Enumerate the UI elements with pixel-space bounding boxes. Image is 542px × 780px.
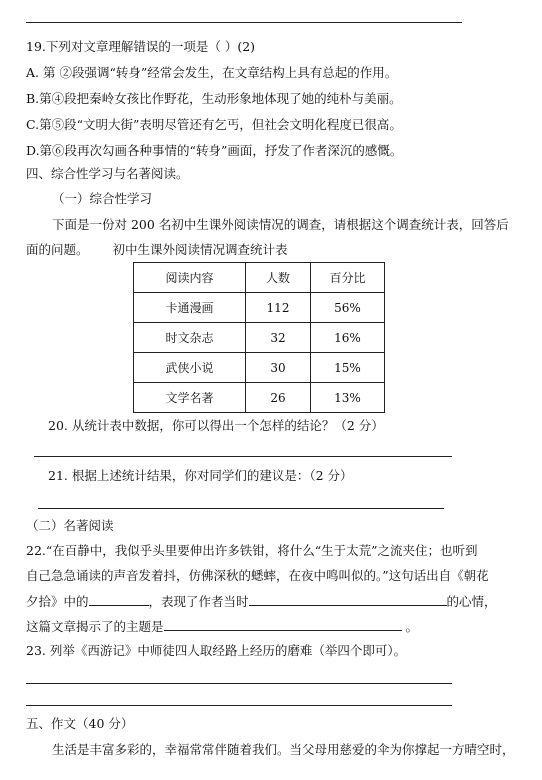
q23-answer-line-1[interactable] bbox=[26, 683, 452, 684]
q23-answer-line-2[interactable] bbox=[26, 705, 452, 706]
survey-table bbox=[133, 262, 385, 413]
q20-text: 20. 从统计表中数据，你可以得出一个怎样的结论？（2 分） bbox=[48, 418, 384, 433]
table-cell: 文学名著 bbox=[134, 383, 246, 413]
q19-option-a: A. 第 ②段强调“转身”经常会发生，在文章结构上具有总起的作用。 bbox=[26, 65, 398, 80]
table-header-row bbox=[134, 263, 385, 293]
q21-text: 21. 根据上述统计结果，你对同学们的建议是：（2 分） bbox=[48, 468, 353, 483]
intro-line-1: 下面是一份对 200 名初中生课外阅读情况的调查，请根据这个调查统计表，回答后 bbox=[52, 217, 509, 232]
q23-text: 23. 列举《西游记》中师徒四人取经路上经历的磨难（举四个即可）。 bbox=[26, 643, 407, 658]
table-header-cell: 人数 bbox=[246, 263, 311, 293]
q19-option-c: C.第⑤段“文明大街”表明尽管还有乞丐，但社会文明化程度已很高。 bbox=[26, 117, 402, 132]
part2-heading: （二）名著阅读 bbox=[26, 518, 114, 533]
q22-line-3-end: 的心情， bbox=[446, 594, 497, 609]
table-row bbox=[134, 323, 385, 353]
table-cell: 32 bbox=[246, 323, 311, 353]
q22-line-4 bbox=[26, 618, 418, 635]
table-cell: 56% bbox=[311, 293, 385, 323]
q20-answer-line[interactable] bbox=[34, 456, 452, 457]
table-cell: 16% bbox=[311, 323, 385, 353]
table-row bbox=[134, 383, 385, 413]
q19-option-d: D.第⑥段再次勾画各种事情的“转身”画面，抒发了作者深沉的感慨。 bbox=[26, 143, 403, 158]
table-cell: 112 bbox=[246, 293, 311, 323]
table-row bbox=[134, 353, 385, 383]
q21-answer-line[interactable] bbox=[38, 508, 444, 509]
table-cell: 卡通漫画 bbox=[134, 293, 246, 323]
part1-heading: （一）综合性学习 bbox=[52, 191, 153, 206]
q22-line-3-middle: ，表现了作者当时 bbox=[148, 594, 249, 609]
q22-line-4-start: 这篇文章揭示了的主题是 bbox=[26, 619, 164, 634]
section5-line-1: 生活是丰富多彩的，幸福常常伴随着我们。当父母用慈爱的伞为你撑起一方晴空时， bbox=[52, 742, 515, 757]
table-cell: 15% bbox=[311, 353, 385, 383]
q22-line-2: 自己急急诵读的声音发着抖，仿佛深秋的蟋蟀，在夜中鸣叫似的。”这句话出自《朝花 bbox=[26, 568, 489, 583]
q22-blank-1[interactable] bbox=[89, 593, 149, 606]
section4-heading: 四、综合性学习与名著阅读。 bbox=[26, 166, 189, 181]
q22-blank-3[interactable] bbox=[164, 618, 402, 631]
table-cell: 30 bbox=[246, 353, 311, 383]
q22-line-3 bbox=[26, 593, 497, 610]
q22-line-1: 22.“在百静中，我似乎头里要伸出许多铁钳，将什么“生于太荒”之流夹住；也听到 bbox=[26, 543, 478, 558]
table-cell: 13% bbox=[311, 383, 385, 413]
section5-heading: 五、作文（40 分） bbox=[26, 716, 134, 731]
intro-line-2 bbox=[26, 242, 288, 258]
q22-line-4-end: 。 bbox=[401, 619, 418, 634]
intro-line-2-text: 面的问题。 bbox=[26, 242, 89, 257]
q22-line-3-start: 夕拾》中的 bbox=[26, 594, 89, 609]
answer-line-top bbox=[26, 22, 462, 23]
table-header-cell: 百分比 bbox=[311, 263, 385, 293]
table-row bbox=[134, 293, 385, 323]
table-header-cell: 阅读内容 bbox=[134, 263, 246, 293]
table-cell: 26 bbox=[246, 383, 311, 413]
q19-stem: 19.下列对文章理解错误的一项是（ ）(2) bbox=[26, 39, 256, 54]
q22-blank-2[interactable] bbox=[249, 593, 447, 606]
table-cell: 武侠小说 bbox=[134, 353, 246, 383]
q19-option-b: B.第④段把秦岭女孩比作野花，生动形象地体现了她的纯朴与美丽。 bbox=[26, 91, 402, 106]
table-caption: 初中生课外阅读情况调查统计表 bbox=[112, 242, 288, 257]
table-cell: 时文杂志 bbox=[134, 323, 246, 353]
